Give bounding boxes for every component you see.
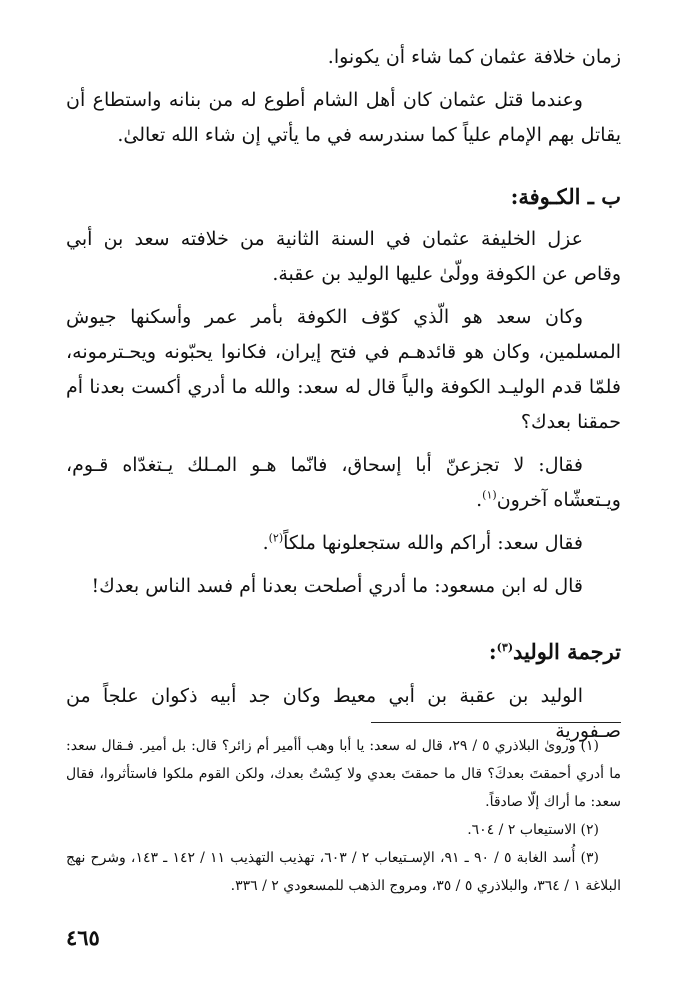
section-heading-kufa: ب ـ الكـوفة: [510,184,621,209]
footnote-divider [371,722,621,723]
paragraph-7: قال له ابن مسعود: ما أدري أصلحت بعدنا أم فسد الناس بعدك! [91,575,583,597]
footnote-2: (٢) الاستيعاب ٢ / ٦٠٤. [467,822,599,838]
footnote-ref-2: (٢) [268,531,284,545]
footnote-ref-1: (١) [482,488,497,502]
footnotes [66,732,621,900]
heading-walid-text: ترجمة الوليد [513,639,621,664]
paragraph-5 [66,448,621,518]
main-text [66,40,621,749]
paragraph-8: الوليد بن عقبة بن أبي معيط وكان جد أبيه ذكوان علجاً من صـفورية [66,685,621,742]
paragraph-3: عزل الخليفة عثمان في السنة الثانية من خلافته سعد بن أبي وقاص عن الكوفة وولّىٰ عليها الوليد بن عقبة. [66,228,621,285]
paragraph-5-end: . [476,489,483,511]
paragraph-6-text: فقال سعد: أراكم والله ستجعلونها ملكاً [283,532,583,554]
section-heading-walid [66,634,621,669]
page-number: ٤٦٥ [66,925,100,950]
paragraph-6-end: . [262,532,269,554]
paragraph-2: وعندما قتل عثمان كان أهل الشام أطوع له من بنانه واستطاع أن يقاتل بهم الإمام علياً كما سندرسه في ما يأتي إن شاء الله تعالىٰ. [66,89,621,146]
footnote-1: (١) ورویٰ البلاذري ٥ / ٢٩، قال له سعد: يا أبا وهب أأمير أم زائر؟ قال: بل أمير. فـقال سعد: ما أدري أحمقتَ بعدكَ؟ قال ما حمقتَ بعدي ولا كِسْتُ بعدك، ولكن القوم ملكوا فاستأثروا، فقال سعد: ما أراك إلّا صادقاً. [66,738,621,810]
paragraph-1: زمان خلافة عثمان كما شاء أن يكونوا. [327,46,621,68]
footnote-ref-3: (٣) [496,641,514,654]
paragraph-5-text: فقال: لا تجزعنّ أبا إسحاق، فانّما هـو المـلك يـتغدّاه قـوم، ويـتعشّاه آخرون [66,454,621,511]
paragraph-6 [66,526,621,561]
heading-walid-end: : [488,639,497,664]
footnote-3: (٣) أُسد الغابة ٥ / ٩٠ ـ ٩١، الإسـتيعاب ٢ / ٦٠٣، تهذيب التهذيب ١١ / ١٤٢ ـ ١٤٣، وشرح نهج البلاغة ١ / ٣٦٤، والبلاذري ٥ / ٣٥، ومروج الذهب للمسعودي ٢ / ٣٣٦. [66,850,621,894]
paragraph-4: وكان سعد هو الّذي كوّف الكوفة بأمر عمر وأسكنها جيوش المسلمين، وكان هو قائدهـم في فتح إيران، فكانوا يحبّونه ويحـترمونه، فلمّا قدم الوليـد الكوفة والياً قال له سعد: والله ما أدري أكست بعدنا أم حمقنا بعدك؟ [66,306,621,433]
